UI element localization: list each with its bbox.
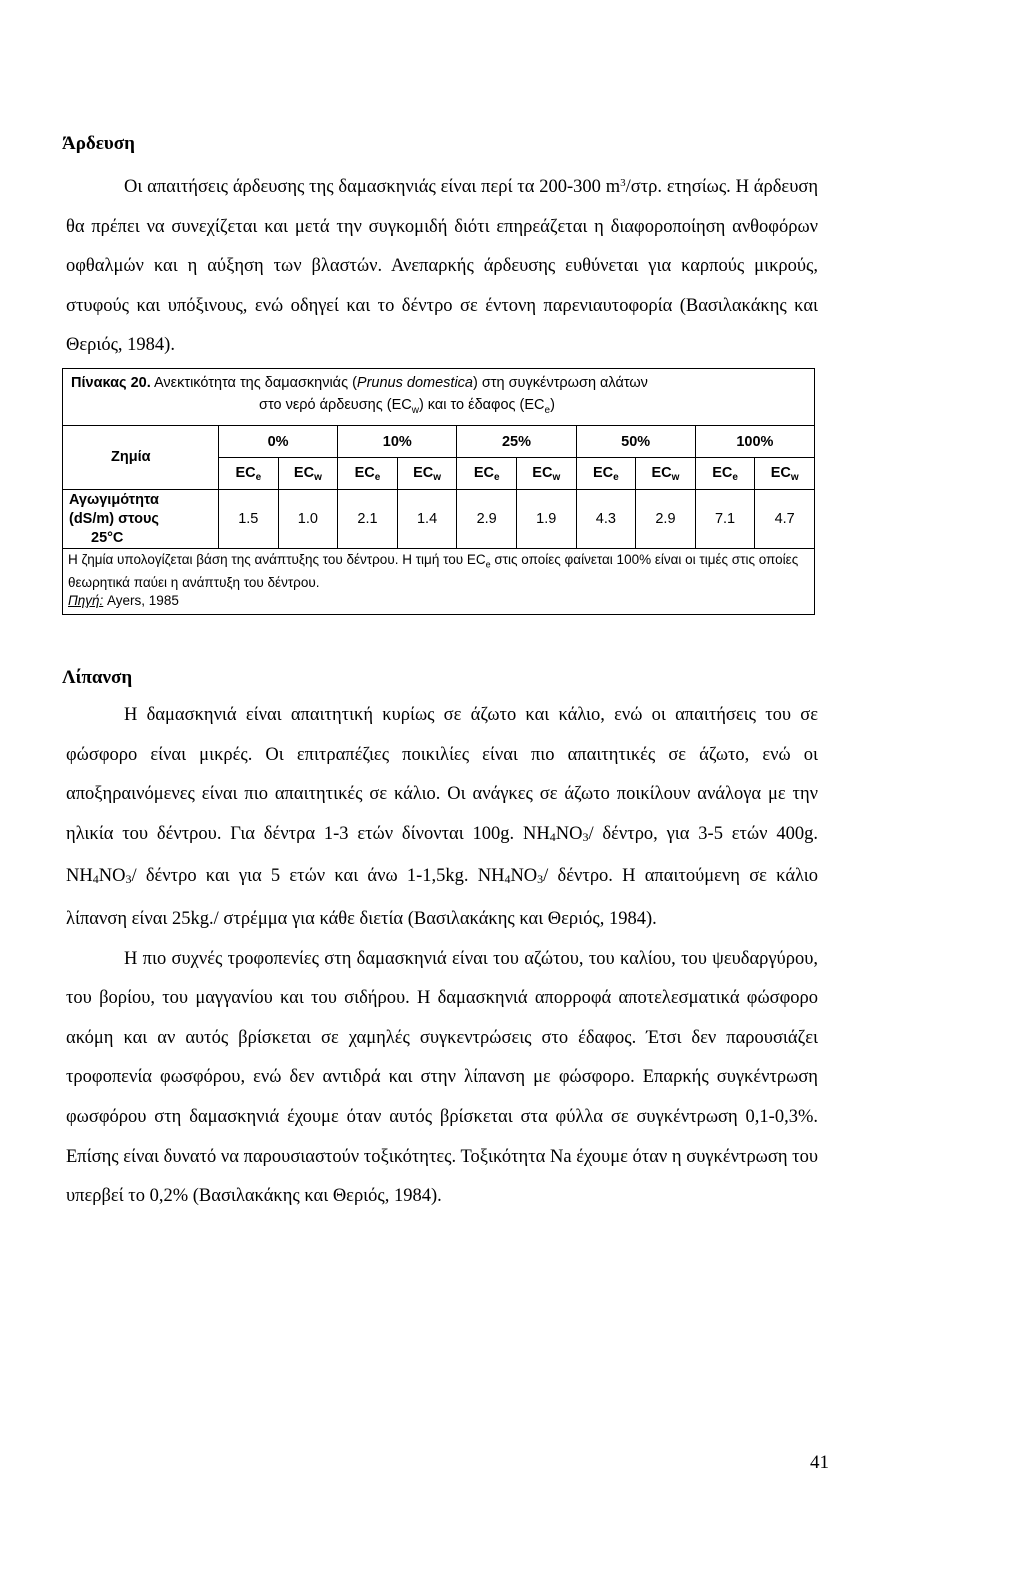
conductivity-label-3: 25°C — [91, 529, 124, 546]
chem-sub: 4 — [92, 872, 99, 887]
table-cell: 1.0 — [278, 490, 338, 549]
damage-header-text: Ζημία — [111, 449, 151, 465]
heading-irrigation: Άρδευση — [62, 133, 135, 154]
table-cell: 1.4 — [397, 490, 457, 549]
damage-header — [63, 426, 219, 490]
chem-sub: 4 — [549, 829, 556, 844]
percent-header: 0% — [219, 426, 338, 458]
chem-sub: 3 — [125, 872, 132, 887]
ec-base: EC — [770, 464, 791, 481]
table-row-percent — [63, 426, 815, 458]
ec-sub: e — [613, 471, 619, 483]
table-cell: 1.9 — [516, 490, 576, 549]
ec-header — [516, 458, 576, 490]
fert-text-b: / δέντρο, για 3-5 ετών 400g. NH — [66, 823, 818, 887]
table-source — [68, 592, 810, 610]
ec-header — [219, 458, 279, 490]
paragraph-irrigation — [66, 164, 818, 366]
source-label: Πηγή: — [68, 592, 104, 608]
table-note — [68, 551, 810, 592]
percent-header: 50% — [576, 426, 695, 458]
caption-part-b: ) στη συγκέντρωση αλάτων — [472, 375, 648, 391]
chem-sub: 3 — [582, 829, 589, 844]
table-cell: 2.9 — [457, 490, 517, 549]
ec-base: EC — [593, 464, 614, 481]
ec-header — [636, 458, 696, 490]
ec-sub: w — [790, 471, 799, 483]
page-number: 41 — [810, 1452, 829, 1473]
irrigation-text-a: Οι απαιτήσεις άρδευσης της δαμασκηνιάς είναι περί τα 200-300 m — [124, 177, 621, 197]
conductivity-label-2: (dS/m) στους — [69, 510, 159, 527]
caption-species: Prunus domestica — [356, 375, 473, 391]
table-caption — [62, 368, 815, 425]
chem-sub: 4 — [504, 872, 511, 887]
fertilization-text-2: Η πιο συχνές τροφοπενίες στη δαμασκηνιά είναι του αζώτου, του καλίου, του ψευδαργύρου, του βορίου, του μαγγανίου και του σιδήρου. Η δαμασκηνιά απορροφά αποτελεσματικά φώσφορο ακόμη και αν αυτός βρίσκεται σε χαμηλές συγκεντρώσεις στο έδαφος. Έτσι δεν παρουσιάζει τροφοπενία φωσφόρου, ενώ δεν αντιδρά και στην λίπανση με φώσφορο. Επαρκής συγκέντρωση φωσφόρου στη δαμασκηνιά έχουμε όταν αυτός βρίσκεται στα φύλλα σε συγκέντρωση 0,1-0,3%. Επίσης είναι δυνατό να παρουσιαστούν τοξικότητες. Τοξικότητα Na έχουμε όταν η συγκέντρωση του υπερβεί το 0,2% (Βασιλακάκης και Θεριός, 1984). — [66, 948, 818, 1207]
ec-base: EC — [473, 464, 494, 481]
table-cell: 7.1 — [695, 490, 755, 549]
table-row-values — [63, 490, 815, 549]
fert-text-d: / δέντρο. Η απαιτούμενη σε κάλιο λίπανση είναι 25kg./ στρέμμα για κάθε διετία (Βασιλακάκης και Θεριός, 1984). — [66, 866, 818, 929]
ec-sub: w — [552, 471, 561, 483]
ec-sub: w — [671, 471, 680, 483]
ec-base: EC — [293, 464, 315, 481]
chem-sub: 3 — [537, 872, 544, 887]
irrigation-text — [66, 164, 818, 366]
fert-text-a: Η δαμασκηνιά είναι απαιτητική κυρίως σε άζωτο και κάλιο, ενώ οι απαιτήσεις του σε φώσφορο είναι μικρές. Οι επιτραπέζιες ποικιλίες είναι πιο απαιτητικές σε άζωτο, ενώ οι αποξηραινόμενες είναι πιο απαιτητικές σε κάλιο. Οι ανάγκες σε άζωτο ποικίλουν ανάλογα με την ηλικία του δέντρου. Για δέντρα 1-3 ετών δίνονται 100g. NH — [66, 705, 818, 844]
percent-header: 10% — [338, 426, 457, 458]
percent-header: 100% — [695, 426, 814, 458]
caption-part-d: ) και το έδαφος (EC — [418, 397, 545, 413]
table-20 — [62, 368, 815, 615]
ec-base: EC — [235, 464, 256, 481]
table-cell: 4.7 — [755, 490, 815, 549]
conductivity-label-1: Αγωγιμότητα — [69, 491, 159, 508]
ec-sub: e — [493, 471, 500, 483]
ec-base: EC — [354, 464, 375, 481]
note-part-b: στις οποίες φαίνεται 100% είναι οι τιμές στις οποίες θεωρητικά παύει η ανάπτυξη του δέντρου. — [68, 552, 799, 590]
chem-no: NO — [555, 823, 583, 844]
ec-base: EC — [532, 464, 553, 481]
caption-part-e: ) — [550, 397, 555, 413]
chem-no: NO — [98, 866, 126, 887]
ec-header — [457, 458, 517, 490]
ec-header — [338, 458, 398, 490]
tolerance-table — [62, 425, 815, 549]
ec-base: EC — [413, 464, 434, 481]
conductivity-header — [63, 490, 219, 549]
note-part-a: Η ζημία υπολογίζεται βάση της ανάπτυξης του δέντρου. Η τιμή του EC — [68, 552, 486, 567]
table-label: Πίνακας 20. — [71, 375, 151, 391]
ec-header — [576, 458, 636, 490]
paragraph-fertilization — [66, 696, 818, 1217]
ec-header — [397, 458, 457, 490]
ec-base: EC — [651, 464, 672, 481]
chem-no: NO — [510, 866, 538, 887]
irrigation-text-b: /στρ. ετησίως. Η άρδευση θα πρέπει να συνεχίζεται και μετά την συγκομιδή διότι επηρεάζεται η διαφοροποίηση ανθοφόρων οφθαλμών και η αύξηση των βλαστών. Ανεπαρκής άρδευσης ευθύνεται για καρπούς μικρούς, στυφούς και υπόξινους, ενώ οδηγεί και το δέντρο σε έντονη παρενιαυτοφορία (Βασιλακάκης και Θεριός, 1984). — [66, 177, 818, 356]
caption-part-c: στο νερό άρδευσης (EC — [259, 397, 412, 413]
table-cell: 2.1 — [338, 490, 398, 549]
table-cell: 2.9 — [636, 490, 696, 549]
caption-line-2 — [259, 397, 555, 416]
heading-fertilization: Λίπανση — [62, 667, 133, 688]
caption-part-a: Ανεκτικότητα της δαμασκηνιάς ( — [153, 375, 357, 391]
fert-text-c: / δέντρο και για 5 ετών και άνω 1-1,5kg. NH — [131, 866, 505, 887]
caption-sub-w: w — [411, 404, 419, 416]
ec-base: EC — [712, 464, 733, 481]
cubic-superscript: 3 — [620, 177, 626, 189]
ec-sub: e — [732, 471, 738, 483]
caption-sub-e: e — [544, 404, 551, 416]
ec-sub: w — [314, 471, 322, 483]
ec-header — [755, 458, 815, 490]
ec-sub: e — [255, 471, 262, 483]
table-cell: 4.3 — [576, 490, 636, 549]
source-text: Ayers, 1985 — [103, 592, 179, 608]
table-cell: 1.5 — [219, 490, 279, 549]
caption-line-1 — [71, 375, 648, 391]
note-sub: e — [485, 559, 491, 570]
ec-header — [695, 458, 755, 490]
ec-sub: e — [374, 471, 381, 483]
table-notes — [62, 549, 815, 615]
fertilization-text-1 — [66, 696, 818, 940]
percent-header: 25% — [457, 426, 576, 458]
ec-sub: w — [433, 471, 442, 483]
ec-header — [278, 458, 338, 490]
